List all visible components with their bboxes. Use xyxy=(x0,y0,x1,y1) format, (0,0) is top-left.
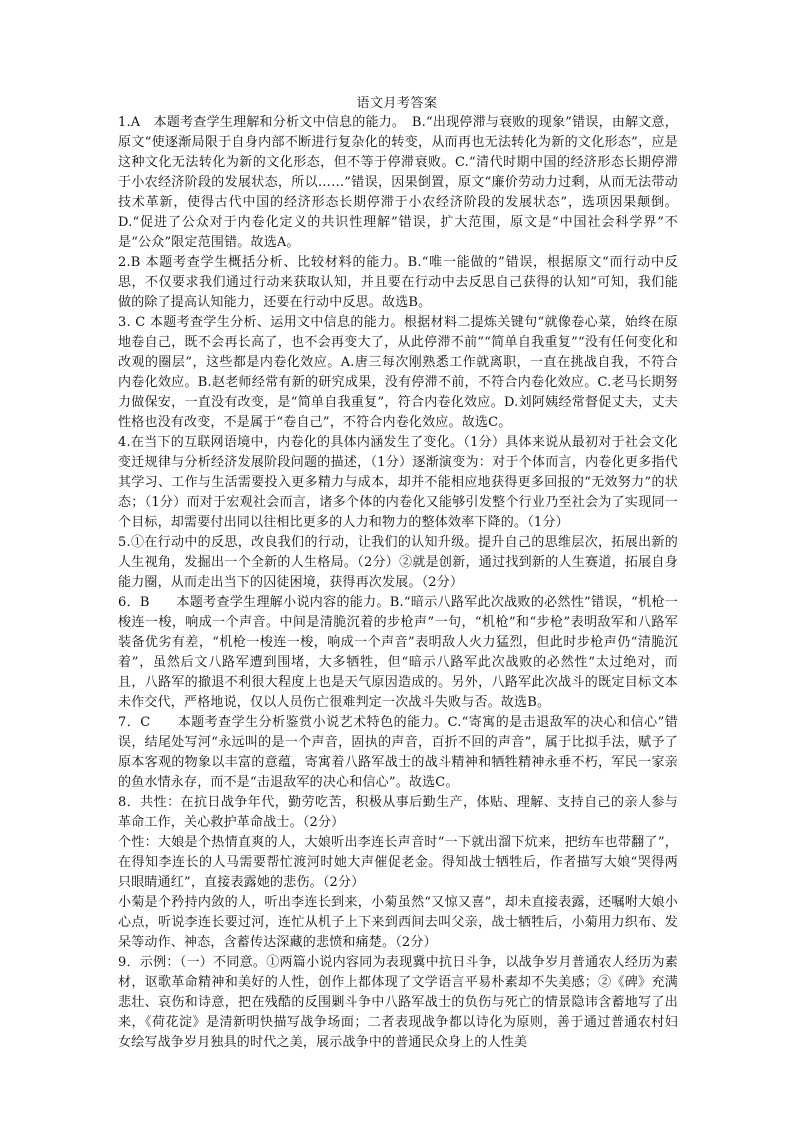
answer-paragraph-8-individual-aunt: 个性：大娘是个热情直爽的人，大娘听出李连长声音时“一下就出溜下炕来，把纺车也带翻了”，在得知李连长的人马需要帮忙渡河时她大声催促老金。得知战士牺牲后，作者描写大娘“哭得两只眼睛通红”，直接表露她的悲伤。（2分） xyxy=(118,835,678,890)
answer-paragraph-5: 5.①在行动中的反思，改良我们的行动，让我们的认知升级。提升自己的思维层次，拓展出新的人生视角，发掘出一个全新的人生格局。（2分）②就是创新，通过找到新的人生赛道，拓展自身能力圈，从而走出当下的囚徒困境，获得再次发展。（2分） xyxy=(118,535,678,590)
answer-paragraph-3: 3. C 本题考查学生分析、运用文中信息的能力。根据材料二提炼关键句“就像卷心菜，始终在原地卷自己，既不会再长高了，也不会再变大了，从此停滞不前”“简单自我重复”“没有任何变化和改观的圈层”，这些都是内卷化效应。A.唐三每次刚熟悉工作就离职，一直在挑战自我，不符合内卷化效应。B.赵老师经常有新的研究成果，没有停滞不前，不符合内卷化效应。C.老马长期努力做保安，一直没有改变，是“简单自我重复”，符合内卷化效应。D.刘阿姨经常督促丈夫，丈夫性格也没有改变，不是属于“卷自己”，不符合内卷化效应。故选C。 xyxy=(118,315,678,430)
answer-paragraph-9: 9．示例：（一）不同意。①两篇小说内容同为表现冀中抗日斗争，以战争岁月普通农人经历为素材，讴歌革命精神和美好的人性，创作上都体现了文学语言平易朴素却不失美感；②《碑》充满悲壮、哀伤和诗意，把在残酷的反围剿斗争中八路军战士的负伤与死亡的情景隐讳含蓄地写了出来，《荷花淀》是清新明快描写战争场面；二者表现战争都以诗化为原则，善于通过普通农村妇女绘写战争岁月独具的时代之美，展示战争中的普通民众身上的人性美 xyxy=(118,955,678,1050)
answer-paragraph-1: 1.A 本题考查学生理解和分析文中信息的能力。 B.“出现停滞与衰败的现象”错误，由解文意，原文“使逐渐局限于自身内部不断进行复杂化的转变，从而再也无法转化为新的文化形态”，应是这种文化无法转化为新的文化形态，但不等于停滞衰败。C.“清代时期中国的经济形态长期停滞于小农经济阶段的发展状态，所以……”错误，因果倒置，原文“廉价劳动力过剩，从而无法带动技术革新，使得古代中国的经济形态长期停滞于小农经济阶段的发展状态”，选项因果颠倒。D.“促进了公众对于内卷化定义的共识性理解”错误，扩大范围，原文是“中国社会科学界”不是“公众”限定范围错。故选A。 xyxy=(118,115,678,250)
answer-body xyxy=(118,113,678,1053)
answer-paragraph-8-common: 8．共性：在抗日战争年代，勤劳吃苦，积极从事后勤生产，体贴、理解、支持自己的亲人参与革命工作，关心救护革命战士。（2分） xyxy=(118,795,678,830)
answer-paragraph-2: 2.B 本题考查学生概括分析、比较材料的能力。B.“唯一能做的”错误，根据原文“而行动中反思，不仅要求我们通过行动来获取认知，并且要在行动中去反思自己获得的认知”可知，我们能做的除了提高认知能力，还要在行动中反思。故选B。 xyxy=(118,255,678,310)
answer-paragraph-7: 7．C 本题考查学生分析鉴赏小说艺术特色的能力。C.“寄寓的是击退敌军的决心和信心”错误，结尾处写河“永远叫的是一个声音，固执的声音，百折不回的声音”，属于比拟手法，赋予了原本客观的物象以丰富的意蕴，寄寓着八路军战士的战斗精神和牺牲精神永垂不朽，军民一家亲的鱼水情永存，而不是“击退敌军的决心和信心”。故选C。 xyxy=(118,715,678,790)
answer-paragraph-8-individual-xiaoju: 小菊是个矜持内敛的人，听出李连长到来，小菊虽然“又惊又喜”，却未直接表露，还嘱咐大娘小心点，听说李连长要过河，连忙从机子上下来到西间去叫父亲，战士牺牲后，小菊用力织布、发呆等动作、神态，含蓄传达深藏的悲愤和痛楚。（2分） xyxy=(118,895,678,950)
page-title: 语文月考答案 xyxy=(356,96,438,111)
answer-paragraph-4: 4.在当下的互联网语境中，内卷化的具体内涵发生了变化。（1分）具体来说从最初对于社会文化变迁规律与分析经济发展阶段问题的描述，（1分）逐渐演变为：对于个体而言，内卷化更多指代其学习、工作与生活需要投入更多精力与成本，却并不能相应地获得更多回报的“无效努力”的状态；（1分）而对于宏观社会而言，诸多个体的内卷化又能够引发整个行业乃至社会为了实现同一个目标，却需要付出同以往相比更多的人力和物力的整体效率下降的。（1分） xyxy=(118,435,678,530)
answer-paragraph-6: 6．B 本题考查学生理解小说内容的能力。B.“暗示八路军此次战败的必然性”错误，“机枪一梭连一梭，响成一个声音。中间是清脆沉着的步枪声”一句，“机枪”和“步枪”表明敌军和八路军装备优劣有差，“机枪一梭连一梭，响成一个声音”表明敌人火力猛烈，但此时步枪声仍“清脆沉着”，虽然后文八路军遭到围堵，大多牺牲，但“暗示八路军此次战败的必然性”太过绝对，而且，八路军的撤退不利很大程度上也是天气原因造成的。另外，八路军此次战斗的既定目标文本未作交代，严格地说，仅以人员伤亡很难判定一次战斗失败与否。故选B。 xyxy=(118,595,678,710)
